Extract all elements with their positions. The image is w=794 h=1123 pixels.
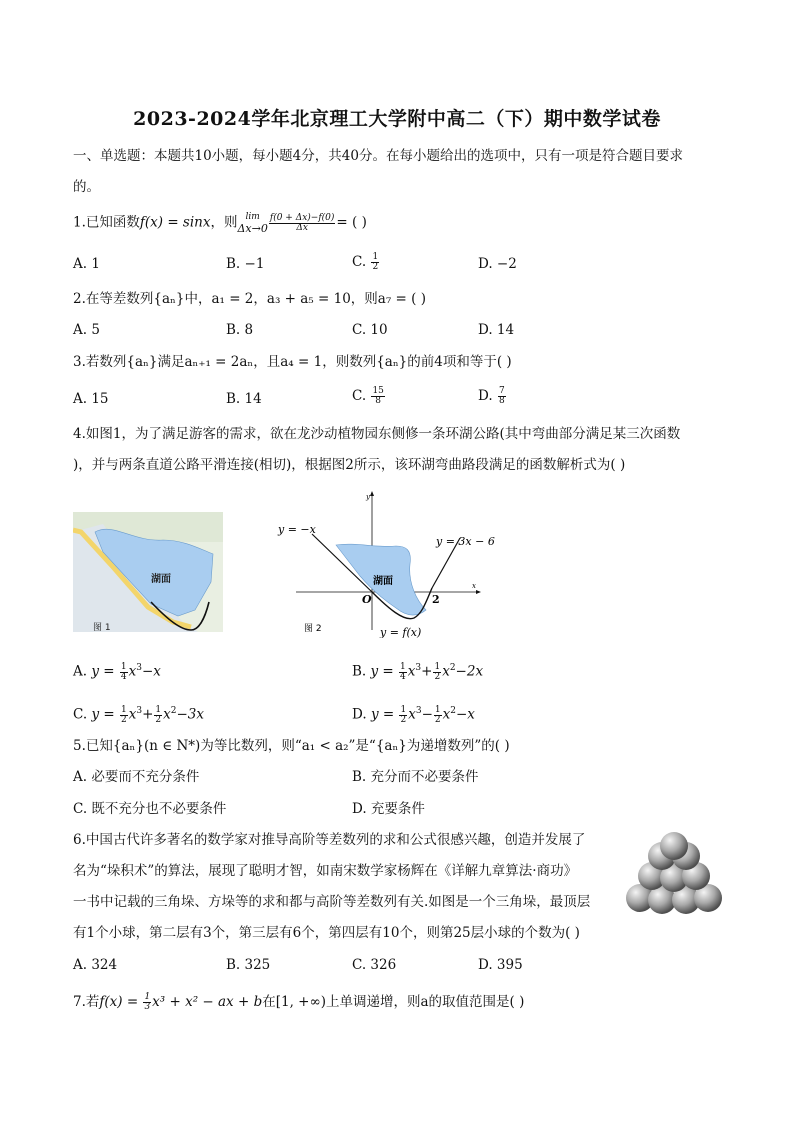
graph-x-label: x [472, 582, 476, 590]
q6-option-a: A. 324 [73, 957, 118, 973]
q5-option-b: B. 充分而不必要条件 [352, 769, 479, 785]
q3-d-den: 8 [498, 396, 505, 406]
question-1-stem [73, 212, 367, 234]
question-3-stem: 3.若数列{aₙ}满足aₙ₊₁ = 2aₙ，且a₄ = 1，则数列{aₙ}的前4项和等于( ) [73, 354, 512, 370]
q3-option-c [352, 386, 386, 406]
q1-limit [237, 212, 267, 234]
q3-c-num: 15 [372, 386, 384, 396]
q5-option-d: D. 充要条件 [352, 801, 425, 817]
q6-option-b: B. 325 [226, 957, 271, 973]
q1-c-num: 1 [372, 252, 379, 262]
q1-option-d: D. −2 [478, 256, 517, 272]
figure-1-label: 图 1 [93, 623, 111, 632]
q1-func: f(x) = sinx [139, 214, 211, 231]
q7-frac-num: 1 [144, 992, 151, 1002]
q7-frac-den: 3 [144, 1002, 151, 1012]
question-6-line4: 有1个小球，第二层有3个，第三层有6个，第四层有10个，则第25层小球的个数为( ) [73, 925, 580, 941]
graph-y-label: y [366, 493, 370, 501]
question-5-stem: 5.已知{aₙ}(n ∈ N*)为等比数列，则“a₁ < a₂”是“{aₙ}为递增数列”的( ) [73, 738, 510, 754]
q1-option-c-label: C. [352, 254, 367, 270]
question-4-line1: 4.如图1，为了满足游客的需求，欲在龙沙动植物园东侧修一条环湖公路(其中弯曲部分满足某三次函数 [73, 426, 681, 442]
q1-stem-c: = ( ) [336, 214, 367, 231]
graph-tick-2: 2 [432, 593, 440, 606]
triangular-ball-stack [626, 832, 722, 916]
q4-d-label: D. [352, 706, 367, 723]
q4-option-b: B. y = $\frac{1}{4}$ $x^3+$ $\frac{1}{2}$ $x^2-2x$ [352, 661, 484, 682]
question-7-stem [73, 992, 524, 1012]
q1-fraction [269, 214, 336, 233]
q3-option-d [478, 386, 507, 406]
question-6-line2: 名为“垛积术”的算法，展现了聪明才智，如南宋数学家杨辉在《详解九章算法·商功》 [73, 863, 578, 879]
q4-option-d: D. y = $\frac{1}{2}$ $x^3-$ $\frac{1}{2}$ $x^2-x$ [352, 704, 475, 725]
q2-option-c: C. 10 [352, 322, 388, 338]
q4-c-label: C. [73, 706, 88, 723]
q4-a-label: A. [73, 663, 88, 680]
q1-option-b: B. −1 [226, 256, 265, 272]
question-6-line1: 6.中国古代许多著名的数学家对推导高阶等差数列的求和公式很感兴趣，创造并发展了 [73, 832, 586, 848]
map-lake-label: 湖面 [151, 574, 171, 585]
q1-option-c [352, 252, 380, 272]
q7-fraction [143, 993, 151, 1012]
q1-frac-num: f(0 + Δx)−f(0) [269, 212, 335, 223]
q1-stem-b: ，则 [210, 214, 238, 231]
q1-c-den: 2 [372, 262, 379, 272]
q1-option-a: A. 1 [73, 256, 100, 272]
question-2-stem: 2.在等差数列{aₙ}中，a₁ = 2，a₃ + a₅ = 10，则a₇ = ( ) [73, 291, 426, 307]
figure-1-map [73, 512, 223, 632]
q3-option-c-label: C. [352, 388, 367, 404]
figure-2-graph [276, 490, 496, 638]
q3-c-den: 8 [375, 396, 382, 406]
figure-2-label: 图 2 [304, 624, 322, 634]
graph-x-arrow [476, 590, 481, 594]
ball-stack-balls [626, 832, 722, 914]
question-4-line2: )，并与两条直道公路平滑连接(相切)，根据图2所示，该环湖弯曲路段满足的函数解析式为( ) [73, 457, 626, 473]
q3-d-num: 7 [498, 386, 505, 396]
q6-option-d: D. 395 [478, 957, 523, 973]
question-6-line3: 一书中记载的三角垛、方垛等的求和都与高阶等差数列有关.如图是一个三角垛，最顶层 [73, 894, 591, 910]
q3-option-b: B. 14 [226, 391, 262, 407]
q2-option-d: D. 14 [478, 322, 515, 338]
q5-option-c: C. 既不充分也不必要条件 [73, 801, 227, 817]
graph-lake-label: 湖面 [373, 576, 393, 587]
q4-b-label: B. [352, 663, 367, 680]
q7-stem-a: 7.若 [73, 994, 100, 1010]
section-instructions-line2: 的。 [73, 179, 100, 195]
q1-stem-a: 1.已知函数 [73, 214, 140, 231]
q4-option-a: A. y = $\frac{1}{4}$ $x^3-x$ [73, 661, 161, 682]
label-y-neg-x: y = −x [278, 523, 316, 536]
q4-option-c: C. y = $\frac{1}{2}$ $x^3+$ $\frac{1}{2}$ $x^2-3x$ [73, 704, 204, 725]
q3-option-d-frac [498, 387, 506, 406]
q6-option-c: C. 326 [352, 957, 397, 973]
graph-origin: O [362, 593, 372, 606]
q3-option-d-label: D. [478, 388, 493, 404]
graph-y-arrow [370, 491, 374, 496]
label-y-fx: y = f(x) [380, 626, 422, 638]
section-instructions-line1: 一、单选题：本题共10小题，每小题4分，共40分。在每小题给出的选项中，只有一项是符合题目要求 [73, 148, 683, 164]
q3-option-a: A. 15 [73, 391, 109, 407]
q1-option-c-frac [371, 253, 379, 272]
q5-option-a: A. 必要而不充分条件 [73, 769, 200, 785]
q3-option-c-frac [371, 387, 384, 406]
label-y-3x-6: y = 3x − 6 [436, 535, 495, 548]
q7-stem-b: 在[1, +∞)上单调递增，则a的取值范围是( ) [262, 994, 525, 1010]
q7-func-a: f(x) = [99, 994, 143, 1010]
q7-func-b: x³ + x² − ax + b [152, 994, 263, 1010]
page-title: 2023-2024学年北京理工大学附中高二（下）期中数学试卷 [133, 108, 661, 130]
q1-lim-label: lim [245, 212, 260, 222]
q1-lim-arrow: Δx→0 [237, 222, 268, 235]
q2-option-b: B. 8 [226, 322, 254, 338]
q1-frac-den: Δx [296, 222, 308, 233]
q2-option-a: A. 5 [73, 322, 100, 338]
